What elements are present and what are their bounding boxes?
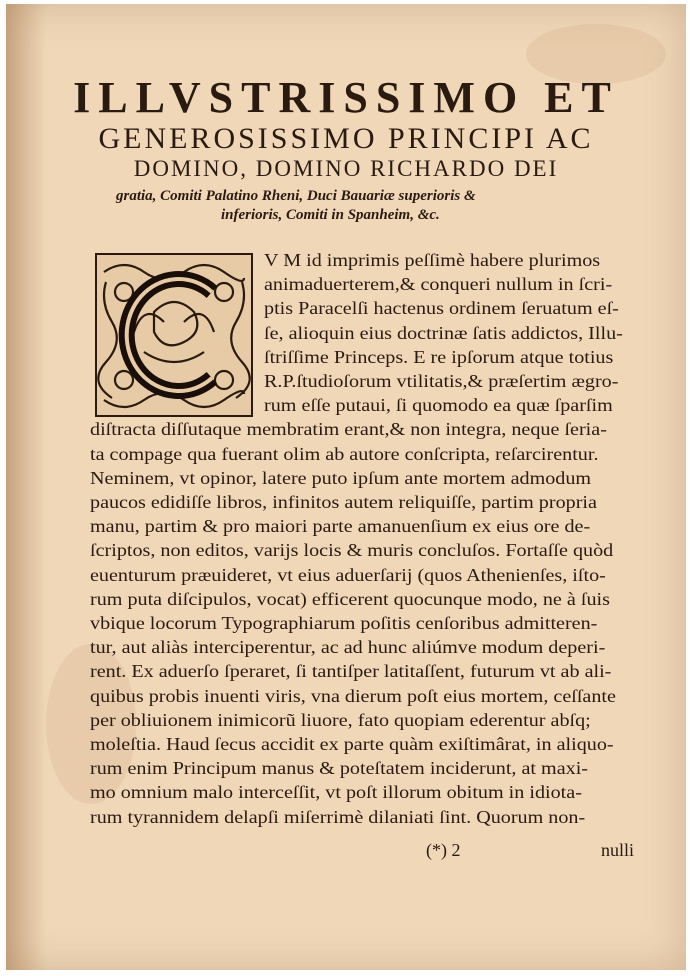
body-text-line: mo omnium malo interceſſit, vt poſt illorum obitum in idiota- — [90, 782, 582, 803]
body-text-line: ſe, alioquin eius doctrinæ ſatis addictos, Illu- — [264, 322, 623, 343]
dedication-title-line-3: DOMINO, DOMINO RICHARDO DEI — [133, 156, 559, 181]
body-text-line: vbique locorum Typographiarum poſitis cenſoribus admitteren- — [90, 613, 598, 633]
body-text-line: moleſtia. Haud ſecus accidit ex parte quàm exiſtimârat, in aliquo- — [90, 734, 614, 754]
body-text-line: rent. Ex aduerſo ſperaret, ſi tantiſper latitaſſent, futurum vt ab ali- — [90, 661, 612, 682]
catchword: nulli — [601, 840, 635, 860]
body-text-line: rum eſſe putaui, ſi quomodo ea quæ ſparſim — [264, 395, 613, 416]
body-text-line: ſtriſſime Princeps. E re ipſorum atque totius — [264, 346, 614, 367]
body-text-line: quibus probis inuenti viris, vna dierum poſt eius mortem, ceſſante — [90, 685, 616, 706]
body-text-line: euenturum præuideret, vt eius aduerſarij (quos Athenienſes, iſto- — [90, 564, 606, 585]
body-text-line: per obliuionem inimicorũ liuore, fato quopiam ederentur abſq; — [90, 709, 591, 730]
book-page — [6, 4, 686, 970]
dedication-title-line-2: GENEROSISSIMO PRINCIPI AC — [98, 122, 594, 155]
dedication-title-line-1: ILLVSTRISSIMO ET — [73, 73, 619, 122]
body-text-line: diſtracta diſſutaque membratim erant,& non integra, neque ſeria- — [90, 419, 607, 440]
body-text-line: tur, aut aliàs interciperentur, ac ad hunc aliúmve modum deperi- — [90, 637, 606, 658]
body-text-line: rum puta diſcipulos, vocat) efficerent quocunque modo, ne à ſuis — [90, 588, 610, 609]
body-text-line: ſcriptos, non editos, varijs locis & muris concluſos. Fortaſſe quòd — [90, 540, 614, 561]
body-text-line: R.P.ſtudioſorum vtilitatis,& præſertim ægro- — [264, 371, 619, 391]
body-text-line: V M id imprimis peſſimè habere plurimos — [264, 250, 601, 270]
dedication-title-line-5: inferioris, Comiti in Spanheim, &c. — [221, 207, 440, 223]
body-text-line: manu, partim & pro maiori parte amanuenſium ex eius ore de- — [90, 516, 591, 537]
body-text-line: paucos edidiſſe libros, infinitos autem reliquiſſe, partim propria — [90, 492, 597, 512]
body-text-line: ta compage qua fuerant olim ab autore conſcripta, reſarcirentur. — [90, 443, 599, 464]
decorated-initial-c — [94, 252, 254, 418]
dedication-title-line-4: gratia, Comiti Palatino Rheni, Duci Bauariæ superioris & — [116, 188, 476, 204]
body-text-line: animaduerterem,& conqueri nullum in ſcri- — [264, 274, 613, 295]
body-text-line: rum tyrannidem delapſi miſerrimè dilaniati ſint. Quorum non- — [90, 806, 586, 827]
signature-mark: (*) 2 — [426, 840, 461, 860]
body-text-line: Neminem, vt opinor, latere puto ipſum ante mortem admodum — [90, 467, 592, 488]
body-text-line: ptis Paracelſi hactenus ordinem ſeruatum eſ- — [264, 298, 619, 319]
body-text-line: rum enim Principum manus & poteſtatem inciderunt, at maxi- — [90, 758, 588, 779]
